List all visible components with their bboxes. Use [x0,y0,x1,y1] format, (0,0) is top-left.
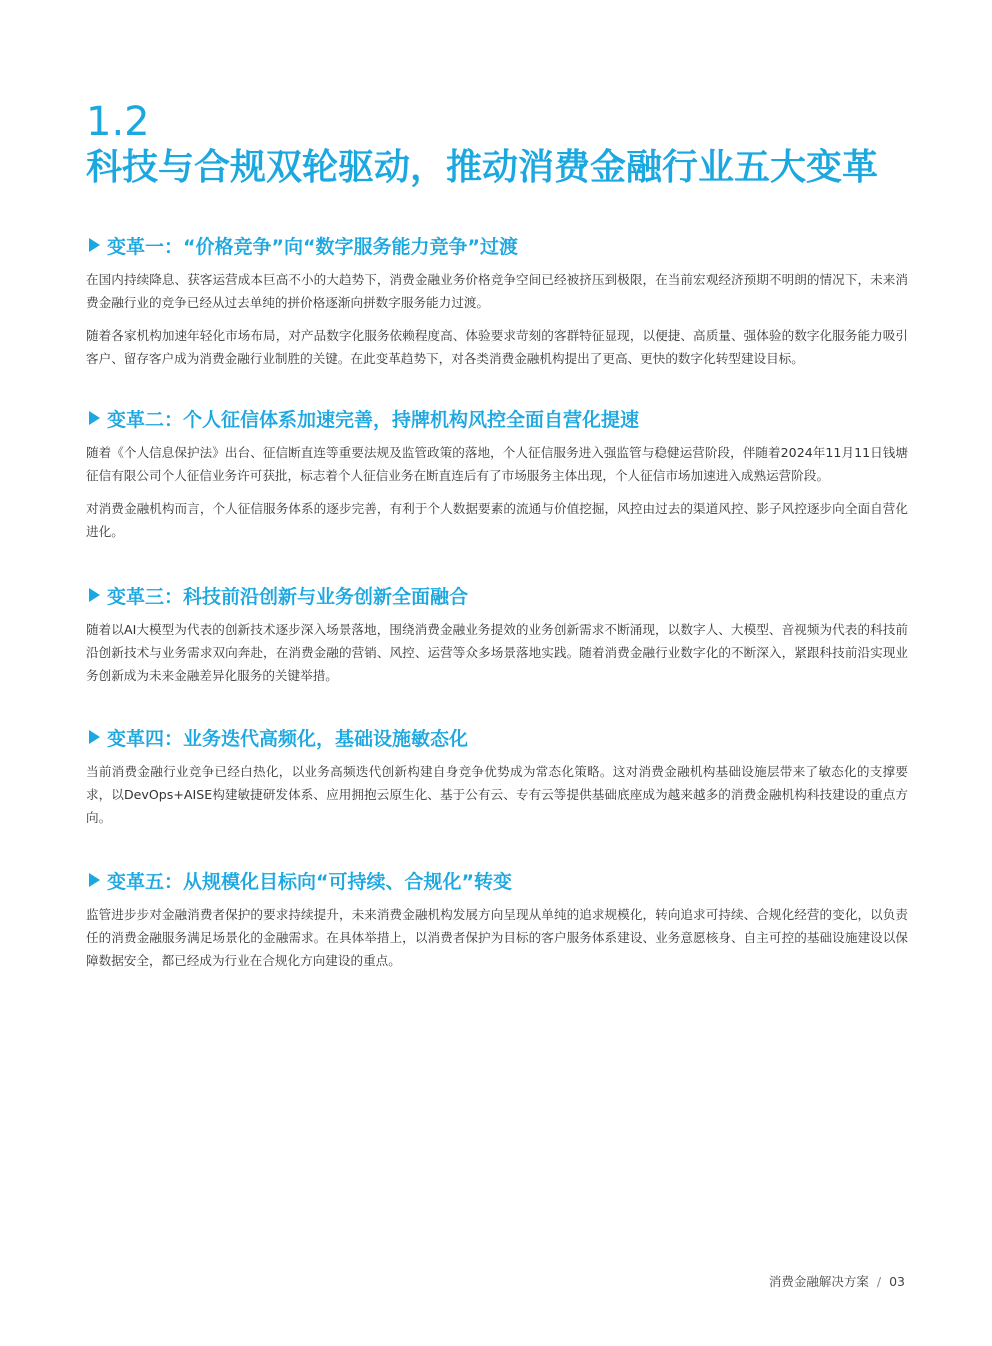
change-block-1 [86,230,908,370]
change-title: 变革三：科技前沿创新与业务创新全面融合 [107,585,469,608]
change-body [86,903,908,972]
page-number: 03 [889,1274,905,1289]
footer-doc-title: 消费金融解决方案 [768,1274,869,1289]
change-body [86,441,908,543]
change-heading [86,722,908,752]
paragraph: 随着各家机构加速年轻化市场布局，对产品数字化服务依赖程度高、体验要求苛刻的客群特征显现，以便捷、高质量、强体验的数字化服务能力吸引客户、留存客户成为消费金融行业制胜的关键。在此变革趋势下，对各类消费金融机构提出了更高、更快的数字化转型建设目标。 [86,328,908,366]
triangle-bullet-icon [89,588,100,602]
section-title: 科技与合规双轮驱动，推动消费金融行业五大变革 [86,147,879,188]
change-block-3 [86,580,908,687]
change-block-5 [86,865,908,972]
change-heading [86,580,908,610]
paragraph: 随着以AI大模型为代表的创新技术逐步深入场景落地，围绕消费金融业务提效的业务创新需求不断涌现，以数字人、大模型、音视频为代表的科技前沿创新技术与业务需求双向奔赴，在消费金融的营销、风控、运营等众多场景落地实践。随着消费金融行业数字化的不断深入，紧跟科技前沿实现业务创新成为未来金融差异化服务的关键举措。 [86,622,908,683]
triangle-bullet-icon [89,411,100,425]
change-title: 变革四：业务迭代高频化，基础设施敏态化 [107,727,469,750]
triangle-bullet-icon [89,873,100,887]
change-title: 变革二：个人征信体系加速完善，持牌机构风控全面自营化提速 [107,408,640,431]
change-title: 变革五：从规模化目标向“可持续、合规化”转变 [107,870,512,893]
section-number: 1.2 [86,99,150,145]
paragraph: 在国内持续降息、获客运营成本巨高不小的大趋势下，消费金融业务价格竞争空间已经被挤压到极限，在当前宏观经济预期不明朗的情况下，未来消费金融行业的竞争已经从过去单纯的拼价格逐渐向拼数字服务能力过渡。 [86,272,908,310]
paragraph: 随着《个人信息保护法》出台、征信断直连等重要法规及监管政策的落地，个人征信服务进入强监管与稳健运营阶段，伴随着2024年11月11日钱塘征信有限公司个人征信业务许可获批，标志着个人征信业务在断直连后有了市场服务主体出现，个人征信市场加速进入成熟运营阶段。 [86,445,908,483]
change-heading [86,403,908,433]
triangle-bullet-icon [89,730,100,744]
footer-separator: / [876,1274,882,1289]
paragraph: 监管进步步对金融消费者保护的要求持续提升，未来消费金融机构发展方向呈现从单纯的追求规模化，转向追求可持续、合规化经营的变化，以负责任的消费金融服务满足场景化的金融需求。在具体举措上，以消费者保护为目标的客户服务体系建设、业务意愿核身、自主可控的基础设施建设以保障数据安全，都已经成为行业在合规化方向建设的重点。 [86,907,908,968]
triangle-bullet-icon [89,238,100,252]
change-body [86,760,908,829]
change-body [86,268,908,370]
change-block-2 [86,403,908,543]
page-footer [769,1272,905,1290]
change-block-4 [86,722,908,829]
change-body [86,618,908,687]
paragraph: 当前消费金融行业竞争已经白热化，以业务高频迭代创新构建自身竞争优势成为常态化策略。这对消费金融机构基础设施层带来了敏态化的支撑要求，以DevOps+AISE构建敏捷研发体系、应用拥抱云原生化、基于公有云、专有云等提供基础底座成为越来越多的消费金融机构科技建设的重点方向。 [86,764,908,825]
change-title: 变革一：“价格竞争”向“数字服务能力竞争”过渡 [107,235,518,258]
paragraph: 对消费金融机构而言，个人征信服务体系的逐步完善，有利于个人数据要素的流通与价值挖掘，风控由过去的渠道风控、影子风控逐步向全面自营化进化。 [86,501,908,539]
change-heading [86,865,908,895]
change-heading [86,230,908,260]
